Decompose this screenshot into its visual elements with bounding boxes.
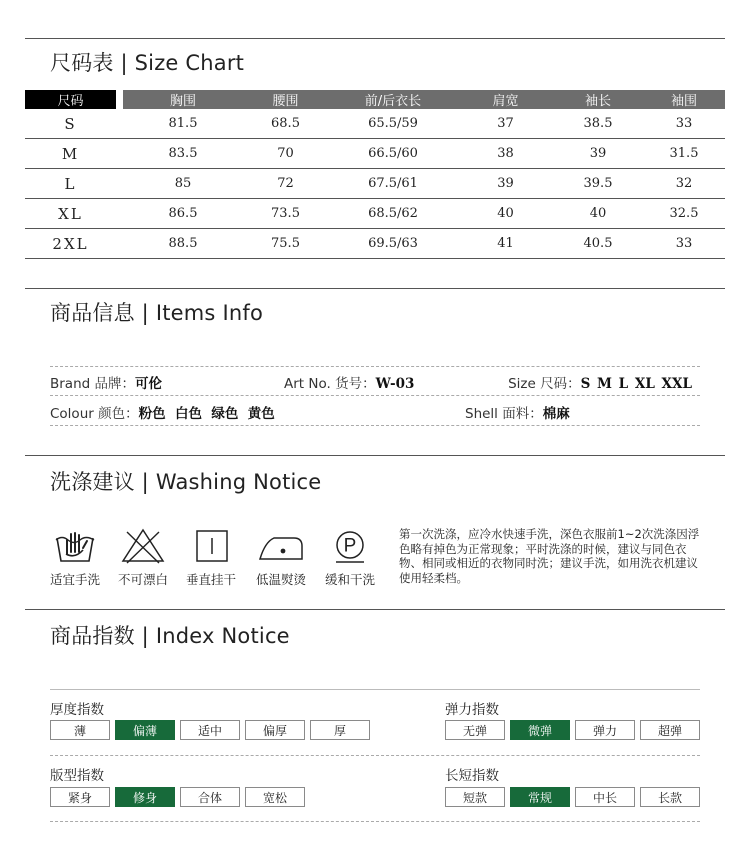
measure-cell: 40 [589,206,607,221]
measure-cell: 75.5 [271,236,300,251]
size-label: Size 尺码： [508,376,581,392]
index-option: 厚 [310,720,370,740]
measure-cell: 68.5/62 [368,206,418,221]
measure-cell: 41 [497,236,514,251]
hang-dry-label: 垂直挂干 [186,572,237,587]
hand-wash-icon [51,528,99,564]
size-row [25,199,725,229]
size-chart-title: 尺码表 | Size Chart [50,51,245,75]
index-option: 薄 [50,720,110,740]
dry-clean-letter: P [343,535,357,557]
header-cell-shoulder: 肩宽 [458,90,553,109]
measure-cell: 40.5 [583,236,613,251]
size-cell: 2XL [52,234,89,253]
size-cell: M [61,144,80,163]
size-cell: XL [58,204,83,223]
no-bleach-icon [119,528,167,564]
measure-cell: 37 [497,116,514,131]
wash-item-dry [186,528,236,588]
info-dash-1 [50,366,700,367]
measure-cell: 31.5 [669,146,699,161]
index-option: 长款 [640,787,700,807]
measure-cell: 86.5 [168,206,198,221]
thickness-options [50,720,375,740]
index-option: 适中 [180,720,240,740]
brand-value: 可伦 [135,376,163,392]
info-line-1 [50,372,700,392]
artno-label: Art No. 货号： [284,376,376,392]
artno-value: W-03 [375,376,415,392]
measure-cell: 68.5 [271,116,300,131]
size-table-header [25,90,725,109]
measure-cell: 65.5/59 [368,116,418,131]
elasticity-options [445,720,705,740]
measure-cell: 39.5 [583,176,613,191]
items-divider [25,288,725,289]
low-iron-icon [254,528,308,564]
hang-dry-icon [187,528,235,564]
wash-item-bleach [118,528,168,588]
size-cell: L [64,174,77,193]
info-dash-3 [50,425,700,426]
colour-value: 粉色 白色 绿色 黄色 [138,406,275,422]
size-table-body [25,109,725,259]
header-cell-size: 尺码 [25,90,116,109]
measure-cell: 83.5 [168,146,198,161]
measure-cell: 38 [497,146,514,161]
info-line-2 [50,402,700,422]
size-row [25,169,725,199]
index-option: 弹力 [575,720,635,740]
measure-cell: 39 [497,176,514,191]
wash-item-hand [50,528,100,588]
size-table [25,90,725,259]
index-option: 宽松 [245,787,305,807]
header-cell-length: 前/后衣长 [328,90,458,109]
wash-item-dryclean [325,528,375,588]
measure-cell: 32 [675,176,693,191]
index-option-selected: 微弹 [510,720,570,740]
washing-title: 洗涤建议 | Washing Notice [50,470,322,494]
shell-label: Shell 面料： [465,406,543,422]
size-group [508,372,692,392]
measure-cell: 33 [675,236,693,251]
index-option: 偏厚 [245,720,305,740]
measure-cell: 81.5 [168,116,198,131]
shell-value: 棉麻 [542,406,570,422]
header-cell-chest: 胸围 [123,90,243,109]
measure-cell: 66.5/60 [368,146,418,161]
measure-cell: 38.5 [583,116,613,131]
top-divider [25,38,725,39]
index-option: 紧身 [50,787,110,807]
colour-label: Colour 颜色： [50,406,139,422]
items-info-title: 商品信息 | Items Info [50,301,263,325]
no-bleach-label: 不可漂白 [118,572,169,587]
size-row [25,139,725,169]
info-dash-2 [50,395,700,396]
index-option-selected: 常规 [510,787,570,807]
elasticity-title: 弹力指数 [445,702,499,718]
measure-cell: 72 [277,176,294,191]
measure-cell: 85 [174,176,192,191]
shell-group [465,402,570,422]
size-cell: S [64,114,77,133]
measure-cell: 69.5/63 [368,236,418,251]
measure-cell: 32.5 [669,206,699,221]
wash-item-iron [254,528,308,588]
size-row [25,229,725,259]
header-cell-sleeve-length: 袖长 [553,90,643,109]
dry-clean-label: 缓和干洗 [325,572,376,587]
index-option-selected: 修身 [115,787,175,807]
measure-cell: 33 [675,116,693,131]
header-cell-sleeve-width: 袖围 [643,90,725,109]
index-option: 超弹 [640,720,700,740]
index-dash-1 [50,755,700,756]
measure-cell: 73.5 [271,206,300,221]
measure-cell: 70 [277,146,294,161]
size-row [25,109,725,139]
index-dash-2 [50,821,700,822]
index-top-line [50,689,700,690]
header-cell-waist: 腰围 [243,90,328,109]
low-iron-label: 低温熨烫 [255,572,306,587]
brand-label: Brand 品牌： [50,376,136,392]
hand-wash-label: 适宜手洗 [50,572,101,587]
artno-group [284,372,414,392]
dry-clean-icon [326,528,374,564]
index-option-selected: 偏薄 [115,720,175,740]
length-title: 长短指数 [445,768,499,784]
washing-divider [25,455,725,456]
measure-cell: 39 [589,146,607,161]
size-value: S M L XL XXL [580,376,692,392]
measure-cell: 40 [497,206,514,221]
fit-title: 版型指数 [50,768,104,784]
fit-options [50,787,310,807]
thickness-title: 厚度指数 [50,702,104,718]
length-options [445,787,705,807]
index-option: 短款 [445,787,505,807]
measure-cell: 88.5 [168,236,198,251]
washing-notice-text: 第一次洗涤，应冷水快速手洗，深色衣服前1~2次洗涤因浮色略有掉色为正常现象；平时洗涤的时候，建议与同色衣物、相同或相近的衣物同时洗；建议手洗，如用洗衣机建议使用轻柔档。 [399,527,700,585]
index-option: 无弹 [445,720,505,740]
index-option: 中长 [575,787,635,807]
index-divider [25,609,725,610]
measure-cell: 67.5/61 [368,176,418,191]
index-notice-title: 商品指数 | Index Notice [50,624,290,648]
index-option: 合体 [180,787,240,807]
